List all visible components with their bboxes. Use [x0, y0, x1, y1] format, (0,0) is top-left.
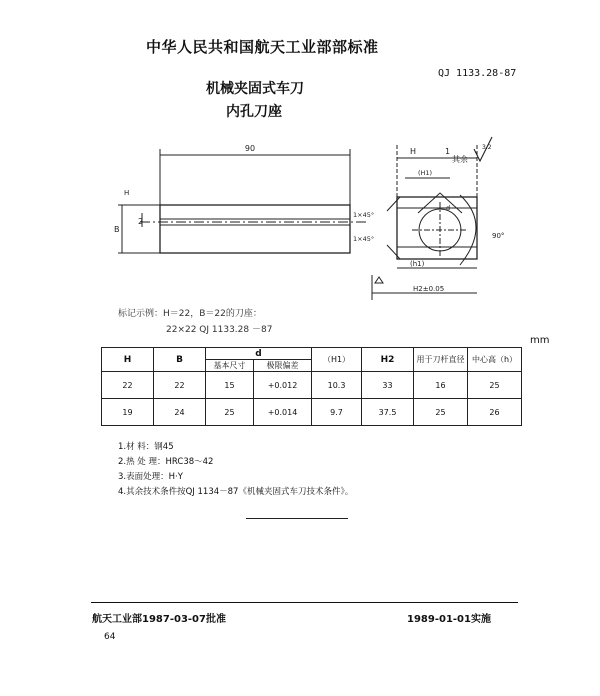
height-h-label: H — [124, 189, 130, 197]
technical-notes — [118, 440, 353, 500]
table-cell: 10.3 — [312, 372, 362, 399]
bar-side-view — [160, 205, 350, 253]
table-row — [102, 399, 522, 426]
standard-organization: 中华人民共和国航天工业部部标准 — [146, 38, 379, 56]
end-view-body — [397, 197, 477, 259]
h2-label: H2±0.05 — [413, 285, 445, 293]
header-d-tolerance: 极限偏差 — [254, 360, 312, 372]
page-number: 64 — [104, 632, 116, 642]
note-other-conditions: 4.其余技术条件按QJ 1134－87《机械夹固式车刀技术条件》。 — [118, 487, 354, 497]
unit-label: mm — [530, 335, 550, 346]
marking-example-line-2: 22×22 QJ 1133.28 －87 — [166, 325, 273, 335]
note-surface-treatment: 3.表面处理：H·Y — [118, 472, 183, 482]
table-cell: 22 — [102, 372, 154, 399]
table-cell: 33 — [362, 372, 414, 399]
header-tool-bar: 用于刀杆直径 — [414, 348, 468, 372]
table-cell: 25 — [414, 399, 468, 426]
header-h2: H2 — [362, 348, 414, 372]
table-cell: 26 — [468, 399, 522, 426]
header-b: B — [154, 348, 206, 372]
header-center-height: 中心高（h） — [468, 348, 522, 372]
header-d-basic: 基本尺寸 — [206, 360, 254, 372]
marking-example-line-1: 标记示例：H＝22，B＝22的刀座： — [118, 309, 262, 319]
roughness-other-label: 其余 — [452, 155, 468, 164]
roughness-value: 3.2 — [482, 144, 492, 151]
h1-top-label: (H1) — [418, 169, 433, 177]
implementation-date: 1989-01-01实施 — [407, 614, 491, 625]
bore-diameter-label: d — [446, 204, 451, 212]
table-cell: 22 — [154, 372, 206, 399]
standard-code: QJ 1133.28-87 — [438, 68, 517, 79]
table-cell: 19 — [102, 399, 154, 426]
end-view-chamfers — [387, 197, 400, 259]
title-line-1: 机械夹固式车刀 — [206, 81, 304, 97]
note-heat-treatment: 2.热 处 理：HRC38～42 — [118, 457, 214, 467]
table-cell: 37.5 — [362, 399, 414, 426]
table-cell: 25 — [206, 399, 254, 426]
table-cell: +0.012 — [254, 372, 312, 399]
header-d: d — [206, 348, 312, 360]
datum-marker — [375, 277, 383, 283]
header-h1: （H1） — [312, 348, 362, 372]
table-cell: 24 — [154, 399, 206, 426]
table-cell: 16 — [414, 372, 468, 399]
table-cell: 9.7 — [312, 399, 362, 426]
angle-label: 90° — [492, 232, 505, 240]
table-cell: +0.014 — [254, 399, 312, 426]
slot-label: 2 — [138, 217, 144, 226]
chamfer-bottom-label: 1×45° — [353, 235, 375, 243]
top-h-label: H — [410, 147, 417, 156]
approval-date: 航天工业部1987-03-07批准 — [92, 614, 226, 625]
table-cell: 25 — [468, 372, 522, 399]
length-label: 90 — [244, 144, 256, 153]
technical-drawing — [100, 135, 520, 305]
dimension-table — [101, 347, 522, 426]
header-h: H — [102, 348, 154, 372]
note-material: 1.材 料：钢45 — [118, 442, 174, 452]
table-cell: 15 — [206, 372, 254, 399]
h1-mid-label: (h1) — [410, 260, 425, 268]
table-row — [102, 372, 522, 399]
height-label: B — [114, 225, 120, 234]
top-1-label: 1 — [445, 147, 451, 156]
footer-rule — [91, 602, 518, 603]
end-separator — [246, 518, 348, 519]
chamfer-top-label: 1×45° — [353, 211, 375, 219]
title-line-2: 内孔刀座 — [226, 104, 282, 120]
